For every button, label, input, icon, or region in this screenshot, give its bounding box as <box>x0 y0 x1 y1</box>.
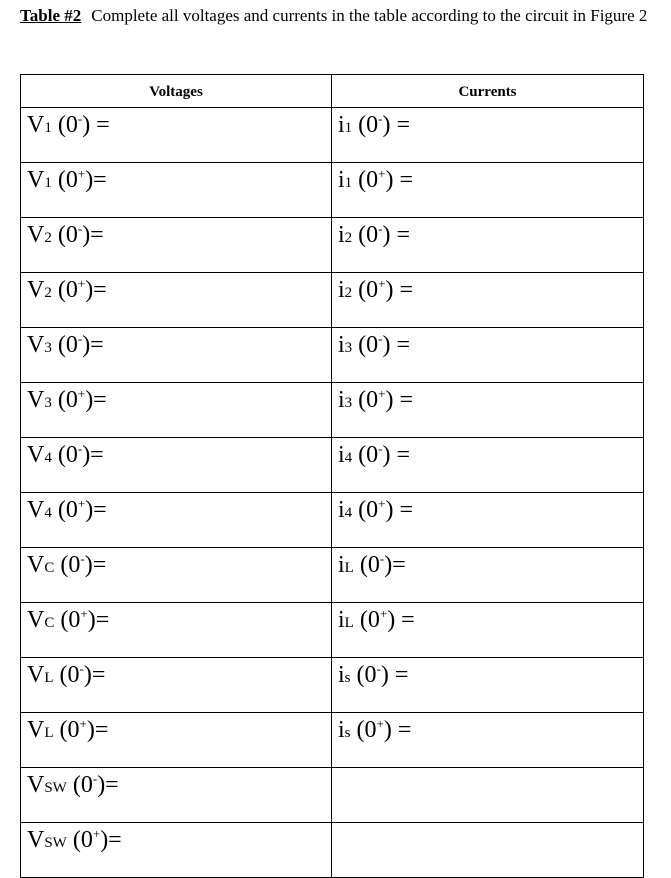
voltage-symbol: V <box>27 442 45 468</box>
subscript: L <box>344 560 354 576</box>
equals-sign: ) = <box>385 387 414 413</box>
table-row <box>21 383 644 438</box>
time-sign: - <box>77 331 83 346</box>
time-sign: + <box>378 386 386 401</box>
current-cell[interactable] <box>332 383 644 438</box>
voltage-symbol: V <box>27 772 45 798</box>
current-symbol: i <box>338 717 345 743</box>
time-sign: - <box>379 551 385 566</box>
voltage-cell[interactable] <box>21 658 332 713</box>
voltage-cell[interactable] <box>21 493 332 548</box>
voltage-cell[interactable] <box>21 218 332 273</box>
voltage-symbol: V <box>27 167 45 193</box>
table-row <box>21 768 644 823</box>
subscript: L <box>44 725 54 741</box>
equals-sign: )= <box>85 497 107 523</box>
subscript: SW <box>44 780 67 796</box>
time-zero: (0 <box>51 497 78 523</box>
voltage-symbol: V <box>27 497 45 523</box>
voltage-symbol: V <box>27 717 45 743</box>
equals-sign: )= <box>85 387 107 413</box>
equals-sign: ) = <box>382 112 411 138</box>
equals-sign: )= <box>82 222 104 248</box>
subscript: 2 <box>344 230 353 246</box>
subscript: 3 <box>344 340 353 356</box>
current-cell[interactable] <box>332 768 644 823</box>
table-row <box>21 218 644 273</box>
time-zero: (0 <box>53 662 80 688</box>
subscript: 1 <box>344 175 353 191</box>
equals-sign: )= <box>82 332 104 358</box>
time-zero: (0 <box>353 552 380 578</box>
time-zero: (0 <box>352 222 379 248</box>
voltage-symbol: V <box>27 332 45 358</box>
time-zero: (0 <box>51 442 78 468</box>
current-symbol: i <box>338 222 345 248</box>
table-number: Table #2 <box>20 6 82 25</box>
voltage-cell[interactable] <box>21 823 332 878</box>
table-row <box>21 658 644 713</box>
voltage-cell[interactable] <box>21 548 332 603</box>
voltage-symbol: V <box>27 387 45 413</box>
time-zero: (0 <box>353 607 380 633</box>
equals-sign: ) = <box>385 167 414 193</box>
table-header-row <box>21 75 644 108</box>
equals-sign: )= <box>84 552 107 578</box>
time-sign: + <box>80 606 88 621</box>
current-symbol: i <box>338 332 345 358</box>
time-sign: - <box>92 771 98 786</box>
time-sign: + <box>77 386 86 401</box>
time-sign: + <box>77 276 86 291</box>
time-sign: + <box>79 716 87 731</box>
equals-sign: )= <box>86 717 109 743</box>
table-row <box>21 273 644 328</box>
current-symbol: i <box>338 442 345 468</box>
time-zero: (0 <box>352 112 379 138</box>
current-symbol: i <box>338 607 345 633</box>
current-cell[interactable] <box>332 328 644 383</box>
voltage-symbol: V <box>27 607 45 633</box>
time-sign: - <box>378 441 383 456</box>
subscript: 1 <box>44 175 52 191</box>
voltage-cell[interactable] <box>21 328 332 383</box>
subscript: L <box>44 670 54 686</box>
subscript: 4 <box>44 450 52 466</box>
time-zero: (0 <box>51 332 78 358</box>
subscript: 4 <box>44 505 52 521</box>
subscript: 2 <box>44 230 52 246</box>
time-sign: + <box>376 716 384 731</box>
time-sign: - <box>378 221 383 236</box>
time-sign: + <box>92 826 101 841</box>
voltage-symbol: V <box>27 277 45 303</box>
time-zero: (0 <box>352 497 379 523</box>
subscript: 3 <box>44 340 52 356</box>
table-row <box>21 713 644 768</box>
equals-sign: ) = <box>82 112 110 138</box>
time-sign: - <box>376 661 381 676</box>
time-zero: (0 <box>350 717 377 743</box>
time-sign: + <box>379 606 388 621</box>
current-cell[interactable] <box>332 603 644 658</box>
equals-sign: ) = <box>383 717 412 743</box>
time-zero: (0 <box>51 112 78 138</box>
table-row <box>21 603 644 658</box>
table-row <box>21 823 644 878</box>
time-sign: - <box>378 331 383 346</box>
time-sign: - <box>378 111 383 126</box>
current-symbol: i <box>338 662 345 688</box>
current-cell[interactable] <box>332 823 644 878</box>
table-row <box>21 108 644 163</box>
equals-sign: ) = <box>380 662 409 688</box>
equals-sign: )= <box>82 442 104 468</box>
current-symbol: i <box>338 167 345 193</box>
current-symbol: i <box>338 277 345 303</box>
voltage-symbol: V <box>27 112 45 138</box>
equals-sign: ) = <box>382 222 411 248</box>
subscript: C <box>44 615 55 631</box>
subscript: SW <box>44 835 67 851</box>
time-sign: + <box>378 276 386 291</box>
voltage-cell[interactable] <box>21 603 332 658</box>
time-sign: + <box>378 166 386 181</box>
subscript: 4 <box>344 505 353 521</box>
equals-sign: )= <box>100 827 122 853</box>
voltage-cell[interactable] <box>21 383 332 438</box>
current-symbol: i <box>338 497 345 523</box>
subscript: 3 <box>44 395 52 411</box>
current-cell[interactable] <box>332 548 644 603</box>
current-cell[interactable] <box>332 713 644 768</box>
table-row <box>21 328 644 383</box>
equals-sign: ) = <box>387 607 415 633</box>
voltages-header: Voltages <box>21 75 332 108</box>
subscript: 1 <box>344 120 353 136</box>
table-row <box>21 548 644 603</box>
current-cell[interactable] <box>332 658 644 713</box>
time-zero: (0 <box>51 277 78 303</box>
time-sign: - <box>80 551 85 566</box>
current-cell[interactable] <box>332 438 644 493</box>
time-zero: (0 <box>54 607 81 633</box>
subscript: s <box>344 670 351 686</box>
voltage-symbol: V <box>27 552 45 578</box>
time-sign: - <box>77 111 83 126</box>
equals-sign: )= <box>85 277 107 303</box>
subscript: 4 <box>344 450 353 466</box>
voltage-symbol: V <box>27 827 45 853</box>
current-symbol: i <box>338 552 345 578</box>
time-sign: + <box>77 496 86 511</box>
voltage-cell[interactable] <box>21 438 332 493</box>
time-zero: (0 <box>51 222 78 248</box>
current-symbol: i <box>338 387 345 413</box>
current-cell[interactable] <box>332 493 644 548</box>
equals-sign: ) = <box>385 277 414 303</box>
voltage-symbol: V <box>27 662 45 688</box>
time-sign: - <box>77 441 83 456</box>
time-zero: (0 <box>53 717 80 743</box>
voltage-cell[interactable] <box>21 713 332 768</box>
subscript: 2 <box>344 285 353 301</box>
table-row <box>21 163 644 218</box>
time-zero: (0 <box>66 772 93 798</box>
voltage-cell[interactable] <box>21 163 332 218</box>
time-zero: (0 <box>352 167 379 193</box>
equals-sign: ) = <box>385 497 414 523</box>
current-cell[interactable] <box>332 218 644 273</box>
time-zero: (0 <box>51 167 78 193</box>
time-zero: (0 <box>352 332 379 358</box>
subscript: s <box>344 725 351 741</box>
voltage-symbol: V <box>27 222 45 248</box>
time-zero: (0 <box>66 827 93 853</box>
time-zero: (0 <box>352 387 379 413</box>
table-caption <box>20 6 660 26</box>
subscript: C <box>44 560 55 576</box>
time-zero: (0 <box>51 387 78 413</box>
voltage-cell[interactable] <box>21 108 332 163</box>
current-cell[interactable] <box>332 108 644 163</box>
current-symbol: i <box>338 112 345 138</box>
current-cell[interactable] <box>332 273 644 328</box>
voltages-currents-table <box>20 74 644 878</box>
table-row <box>21 493 644 548</box>
voltage-cell[interactable] <box>21 273 332 328</box>
time-zero: (0 <box>352 442 379 468</box>
time-zero: (0 <box>350 662 377 688</box>
time-sign: + <box>378 496 386 511</box>
table-row <box>21 438 644 493</box>
time-sign: + <box>77 166 86 181</box>
equals-sign: )= <box>87 607 110 633</box>
table-instructions: Complete all voltages and currents in the table according to the circuit in Figure 2 <box>91 6 648 25</box>
time-zero: (0 <box>54 552 81 578</box>
voltage-cell[interactable] <box>21 768 332 823</box>
time-zero: (0 <box>352 277 379 303</box>
subscript: 2 <box>44 285 52 301</box>
subscript: 3 <box>344 395 353 411</box>
equals-sign: )= <box>384 552 406 578</box>
equals-sign: )= <box>85 167 107 193</box>
equals-sign: )= <box>97 772 119 798</box>
equals-sign: ) = <box>382 332 411 358</box>
currents-header: Currents <box>332 75 644 108</box>
subscript: 1 <box>44 120 52 136</box>
time-sign: - <box>77 221 83 236</box>
subscript: L <box>344 615 354 631</box>
equals-sign: )= <box>83 662 106 688</box>
current-cell[interactable] <box>332 163 644 218</box>
time-sign: - <box>79 661 84 676</box>
equals-sign: ) = <box>382 442 411 468</box>
